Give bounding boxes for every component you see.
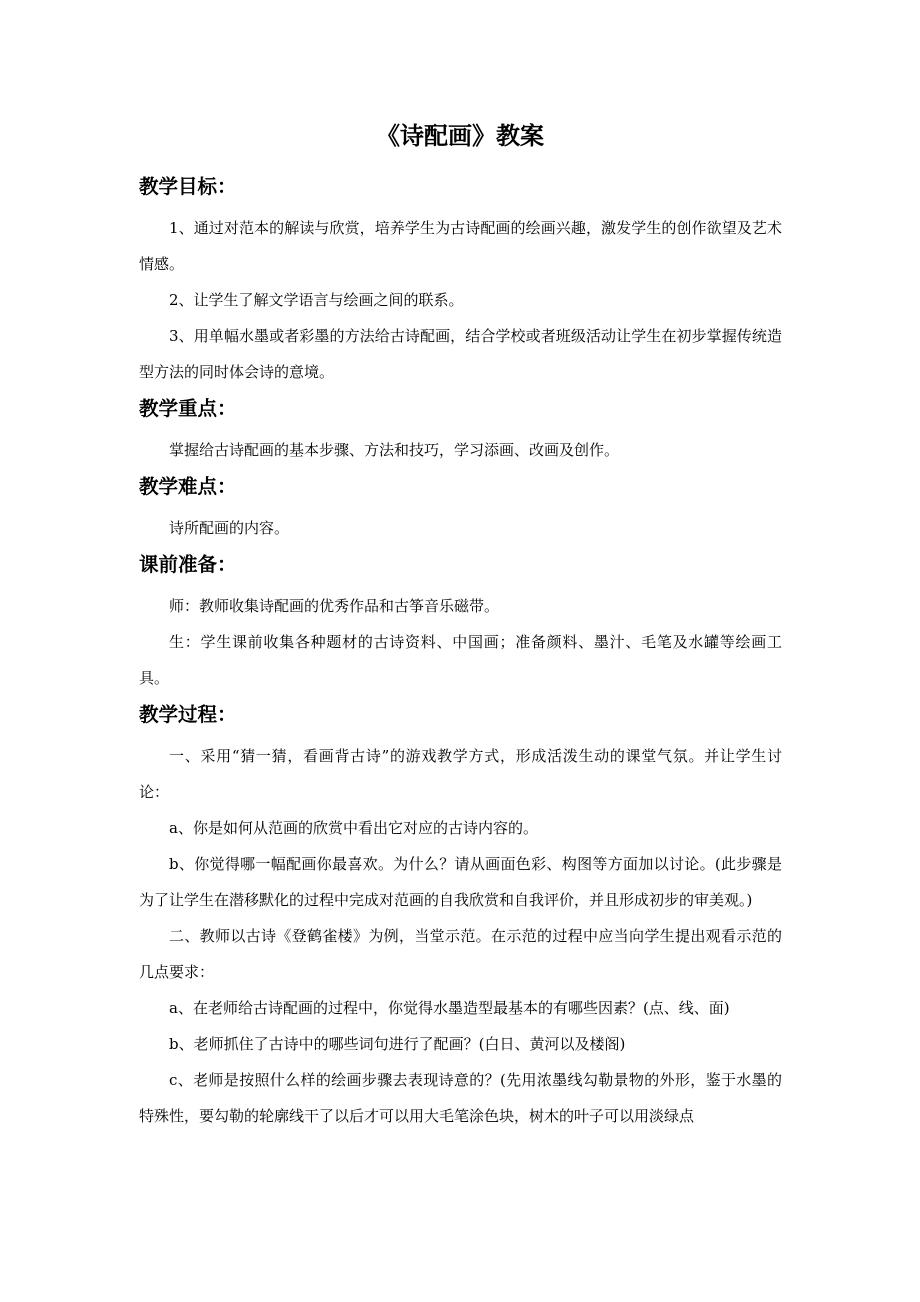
paragraph: 师：教师收集诗配画的优秀作品和古筝音乐磁带。 (169, 597, 500, 615)
section-difficulties (139, 468, 782, 546)
section-heading: 课前准备： (139, 553, 237, 576)
paragraph: 诗所配画的内容。 (169, 519, 290, 537)
section-heading: 教学重点： (139, 397, 237, 420)
paragraph: 生：学生课前收集各种题材的古诗资料、中国画；准备颜料、墨汁、毛笔及水罐等绘画工具。 (139, 633, 782, 687)
paragraph: 掌握给古诗配画的基本步骤、方法和技巧，学习添画、改画及创作。 (169, 441, 620, 459)
document-body (139, 168, 782, 1134)
section-key-points (139, 390, 782, 468)
section-heading: 教学过程： (139, 703, 237, 726)
paragraph: 3、用单幅水墨或者彩墨的方法给古诗配画，结合学校或者班级活动让学生在初步掌握传统造型方法的同时体会诗的意境。 (139, 327, 782, 381)
paragraph: 1、通过对范本的解读与欣赏，培养学生为古诗配画的绘画兴趣，激发学生的创作欲望及艺术情感。 (139, 219, 782, 273)
paragraph: b、老师抓住了古诗中的哪些词句进行了配画？(白日、黄河以及楼阁) (169, 1035, 626, 1053)
paragraph: 2、让学生了解文学语言与绘画之间的联系。 (169, 291, 464, 309)
paragraph: b、你觉得哪一幅配画你最喜欢。为什么？请从画面色彩、构图等方面加以讨论。(此步骤是为了让学生在潜移默化的过程中完成对范画的自我欣赏和自我评价，并且形成初步的审美观。) (139, 855, 782, 909)
section-heading: 教学目标： (139, 175, 237, 198)
section-objectives (139, 168, 782, 390)
paragraph: c、老师是按照什么样的绘画步骤去表现诗意的？(先用浓墨线勾勒景物的外形，鉴于水墨的特殊性，要勾勒的轮廓线干了以后才可以用大毛笔涂色块，树木的叶子可以用淡绿点 (139, 1071, 782, 1125)
paragraph: a、你是如何从范画的欣赏中看出它对应的古诗内容的。 (169, 819, 538, 837)
paragraph: a、在老师给古诗配画的过程中，你觉得水墨造型最基本的有哪些因素？(点、线、面) (169, 999, 730, 1017)
paragraph: 一、采用“猜一猜，看画背古诗”的游戏教学方式，形成活泼生动的课堂气氛。并让学生讨论： (139, 747, 782, 801)
section-heading: 教学难点： (139, 475, 237, 498)
document-title: 《诗配画》教案 (376, 122, 544, 150)
section-process (139, 696, 782, 1134)
paragraph: 二、教师以古诗《登鹤雀楼》为例，当堂示范。在示范的过程中应当向学生提出观看示范的几点要求： (139, 927, 782, 981)
section-preparation (139, 546, 782, 696)
